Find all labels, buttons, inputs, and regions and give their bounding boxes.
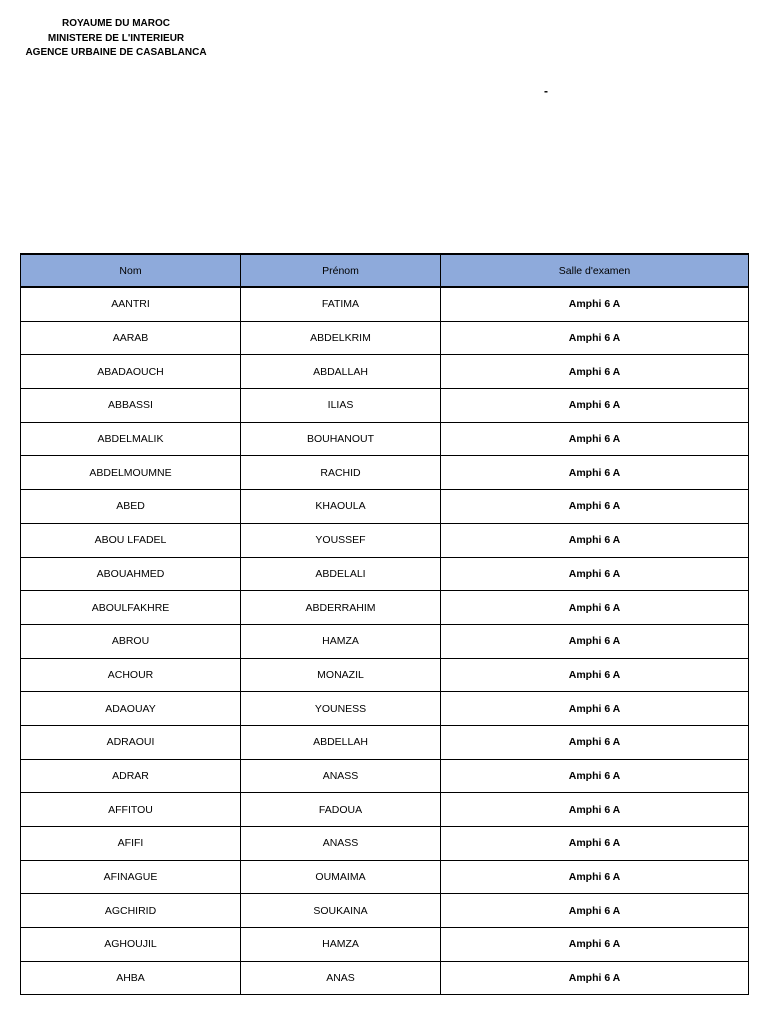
cell-nom: ABED [21, 490, 241, 524]
cell-salle: Amphi 6 A [441, 557, 749, 591]
table-row [21, 725, 749, 759]
table-row [21, 894, 749, 928]
cell-nom: AHBA [21, 961, 241, 995]
cell-salle: Amphi 6 A [441, 894, 749, 928]
cell-nom: ABADAOUCH [21, 355, 241, 389]
cell-prenom: ANASS [241, 827, 441, 861]
cell-prenom: YOUNESS [241, 692, 441, 726]
cell-nom: ADAOUAY [21, 692, 241, 726]
table-row [21, 287, 749, 321]
cell-prenom: FATIMA [241, 287, 441, 321]
cell-nom: ABOU LFADEL [21, 523, 241, 557]
cell-prenom: ABDELLAH [241, 725, 441, 759]
table-row [21, 793, 749, 827]
cell-salle: Amphi 6 A [441, 860, 749, 894]
cell-salle: Amphi 6 A [441, 490, 749, 524]
letterhead-agency: AGENCE URBAINE DE CASABLANCA [25, 47, 207, 58]
table-row [21, 557, 749, 591]
cell-nom: ABOULFAKHRE [21, 591, 241, 625]
cell-salle: Amphi 6 A [441, 422, 749, 456]
cell-nom: AGHOUJIL [21, 928, 241, 962]
cell-salle: Amphi 6 A [441, 624, 749, 658]
table-row [21, 422, 749, 456]
cell-salle: Amphi 6 A [441, 355, 749, 389]
column-header-prenom: Prénom [241, 254, 441, 287]
table-row [21, 355, 749, 389]
cell-salle: Amphi 6 A [441, 456, 749, 490]
cell-prenom: SOUKAINA [241, 894, 441, 928]
table-row [21, 591, 749, 625]
cell-salle: Amphi 6 A [441, 827, 749, 861]
cell-salle: Amphi 6 A [441, 725, 749, 759]
cell-nom: ABBASSI [21, 389, 241, 423]
cell-nom: ABDELMOUMNE [21, 456, 241, 490]
table-row [21, 860, 749, 894]
table-row [21, 658, 749, 692]
cell-salle: Amphi 6 A [441, 389, 749, 423]
dash-mark: - [544, 84, 548, 98]
letterhead-ministry: MINISTERE DE L'INTERIEUR [47, 32, 185, 44]
cell-prenom: HAMZA [241, 928, 441, 962]
cell-nom: AARAB [21, 321, 241, 355]
cell-nom: ABDELMALIK [21, 422, 241, 456]
cell-prenom: BOUHANOUT [241, 422, 441, 456]
table-row [21, 961, 749, 995]
cell-nom: AFFITOU [21, 793, 241, 827]
cell-salle: Amphi 6 A [441, 793, 749, 827]
cell-nom: ADRAOUI [21, 725, 241, 759]
table-row [21, 692, 749, 726]
table-row [21, 389, 749, 423]
cell-prenom: ILIAS [241, 389, 441, 423]
cell-prenom: ABDELALI [241, 557, 441, 591]
cell-salle: Amphi 6 A [441, 928, 749, 962]
cell-nom: AFIFI [21, 827, 241, 861]
table-row [21, 928, 749, 962]
table-row [21, 490, 749, 524]
column-header-salle: Salle d'examen [441, 254, 749, 287]
cell-salle: Amphi 6 A [441, 287, 749, 321]
cell-prenom: ANAS [241, 961, 441, 995]
cell-salle: Amphi 6 A [441, 321, 749, 355]
cell-prenom: MONAZIL [241, 658, 441, 692]
cell-salle: Amphi 6 A [441, 523, 749, 557]
cell-prenom: OUMAIMA [241, 860, 441, 894]
cell-prenom: HAMZA [241, 624, 441, 658]
cell-salle: Amphi 6 A [441, 692, 749, 726]
cell-nom: ABOUAHMED [21, 557, 241, 591]
table-header-row [21, 254, 749, 287]
cell-prenom: ABDELKRIM [241, 321, 441, 355]
table-row [21, 321, 749, 355]
cell-nom: ACHOUR [21, 658, 241, 692]
table-row [21, 523, 749, 557]
cell-nom: AGCHIRID [21, 894, 241, 928]
letterhead [16, 17, 216, 61]
cell-nom: ADRAR [21, 759, 241, 793]
table-row [21, 624, 749, 658]
cell-nom: AFINAGUE [21, 860, 241, 894]
table-body [21, 287, 749, 995]
column-header-nom: Nom [21, 254, 241, 287]
cell-nom: AANTRI [21, 287, 241, 321]
cell-prenom: YOUSSEF [241, 523, 441, 557]
cell-prenom: KHAOULA [241, 490, 441, 524]
cell-salle: Amphi 6 A [441, 591, 749, 625]
table-row [21, 827, 749, 861]
cell-prenom: ABDERRAHIM [241, 591, 441, 625]
cell-salle: Amphi 6 A [441, 961, 749, 995]
cell-salle: Amphi 6 A [441, 759, 749, 793]
exam-room-table [20, 253, 749, 995]
cell-prenom: ABDALLAH [241, 355, 441, 389]
cell-nom: ABROU [21, 624, 241, 658]
cell-salle: Amphi 6 A [441, 658, 749, 692]
cell-prenom: RACHID [241, 456, 441, 490]
table-row [21, 456, 749, 490]
cell-prenom: FADOUA [241, 793, 441, 827]
cell-prenom: ANASS [241, 759, 441, 793]
table-row [21, 759, 749, 793]
letterhead-kingdom: ROYAUME DU MAROC [62, 18, 170, 29]
